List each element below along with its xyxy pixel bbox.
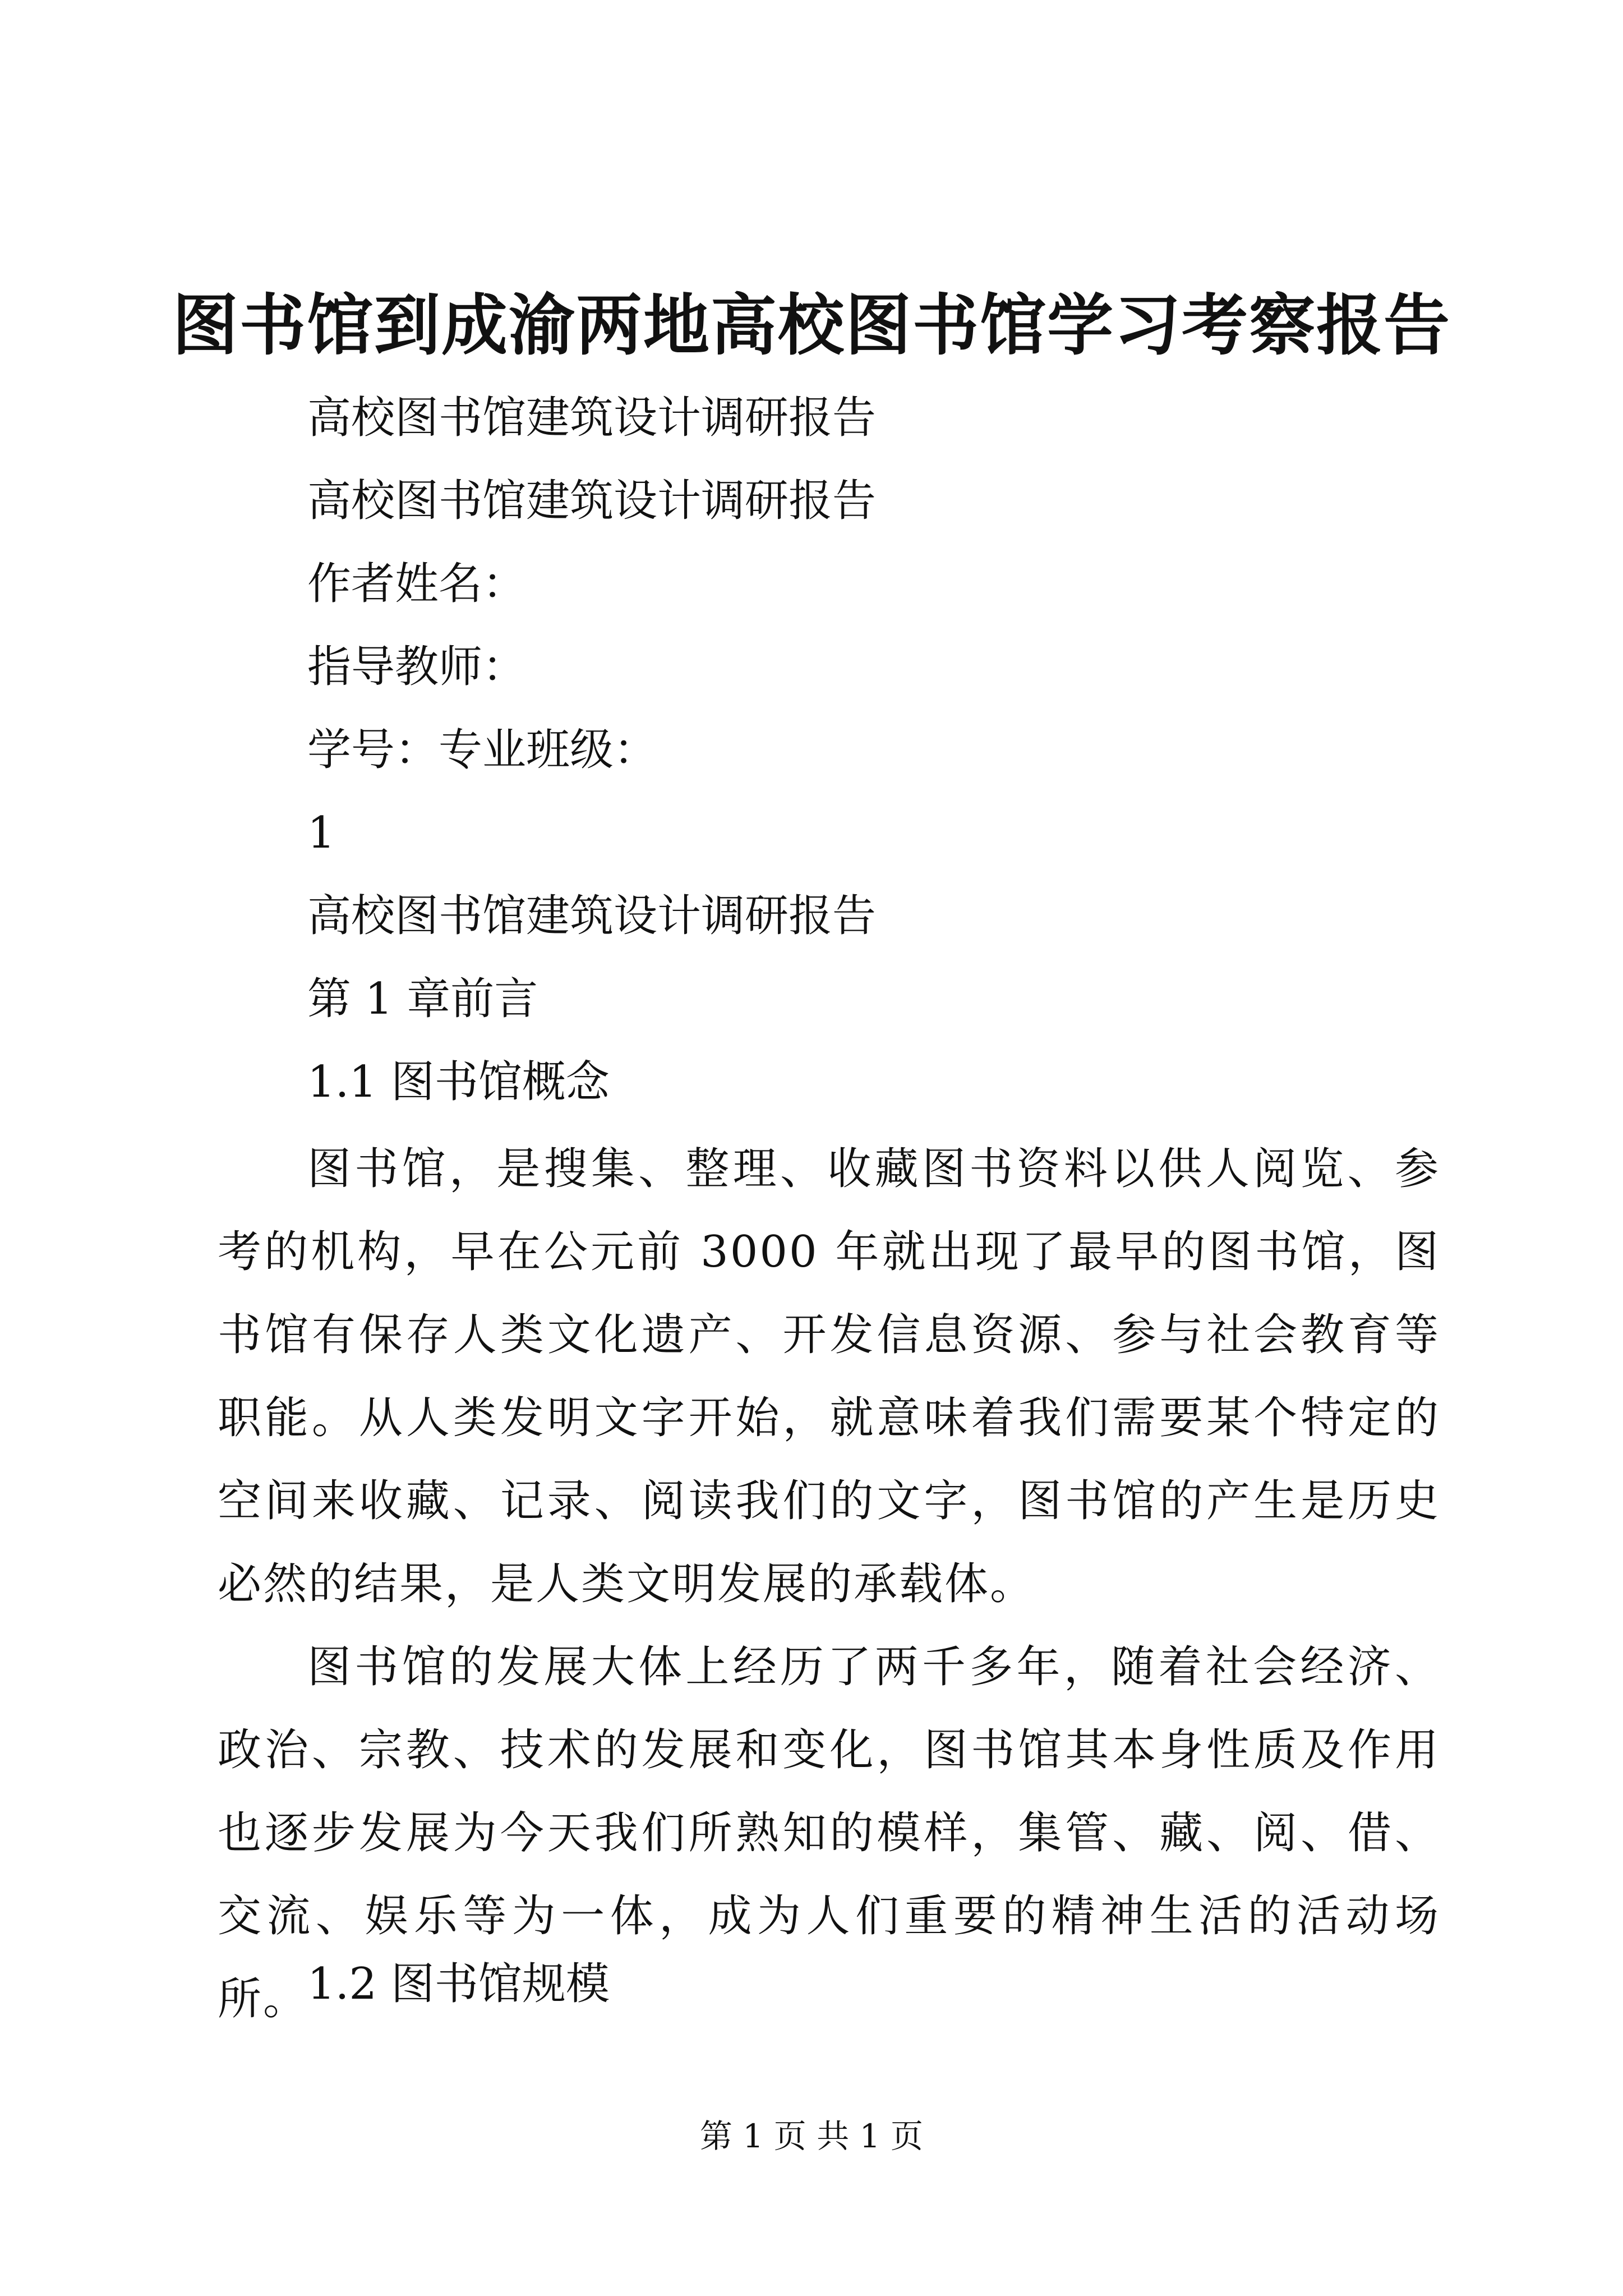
report-heading: 高校图书馆建筑设计调研报告	[307, 891, 877, 941]
student-id-class-field: 学号：专业班级：	[307, 725, 658, 775]
advisor-field: 指导教师：	[307, 642, 527, 692]
paragraph-library-development: 图书馆的发展大体上经历了两千多年，随着社会经济、政治、宗教、技术的发展和变化，图书馆其本身性质及作用也逐步发展为今天我们所熟知的模样，集管、藏、阅、借、交流、娱乐等为一体，成为人们重要的精神生活的活动场所。	[218, 1642, 1440, 2024]
chapter-heading: 第 1 章前言	[307, 974, 538, 1024]
subtitle-line: 高校图书馆建筑设计调研报告	[307, 393, 877, 443]
page-footer: 第 1 页 共 1 页	[700, 2117, 923, 2155]
subtitle-line-repeat: 高校图书馆建筑设计调研报告	[307, 476, 877, 526]
section-heading-1-2: 1.2 图书馆规模	[307, 1959, 610, 2009]
paragraph-library-concept: 图书馆，是搜集、整理、收藏图书资料以供人阅览、参考的机构，早在公元前 3000 年就出现了最早的图书馆，图书馆有保存人类文化遗产、开发信息资源、参与社会教育等职能。从人类发明文字开始，就意味着我们需要某个特定的空间来收藏、记录、阅读我们的文字，图书馆的产生是历史必然的结果，是人类文明发展的承载体。	[218, 1144, 1440, 1609]
section-heading-1-1: 1.1 图书馆概念	[307, 1057, 610, 1107]
page-number-inline: 1	[307, 808, 335, 858]
author-name-field: 作者姓名：	[307, 559, 527, 609]
document-title: 图书馆到成渝两地高校图书馆学习考察报告	[172, 286, 1451, 364]
